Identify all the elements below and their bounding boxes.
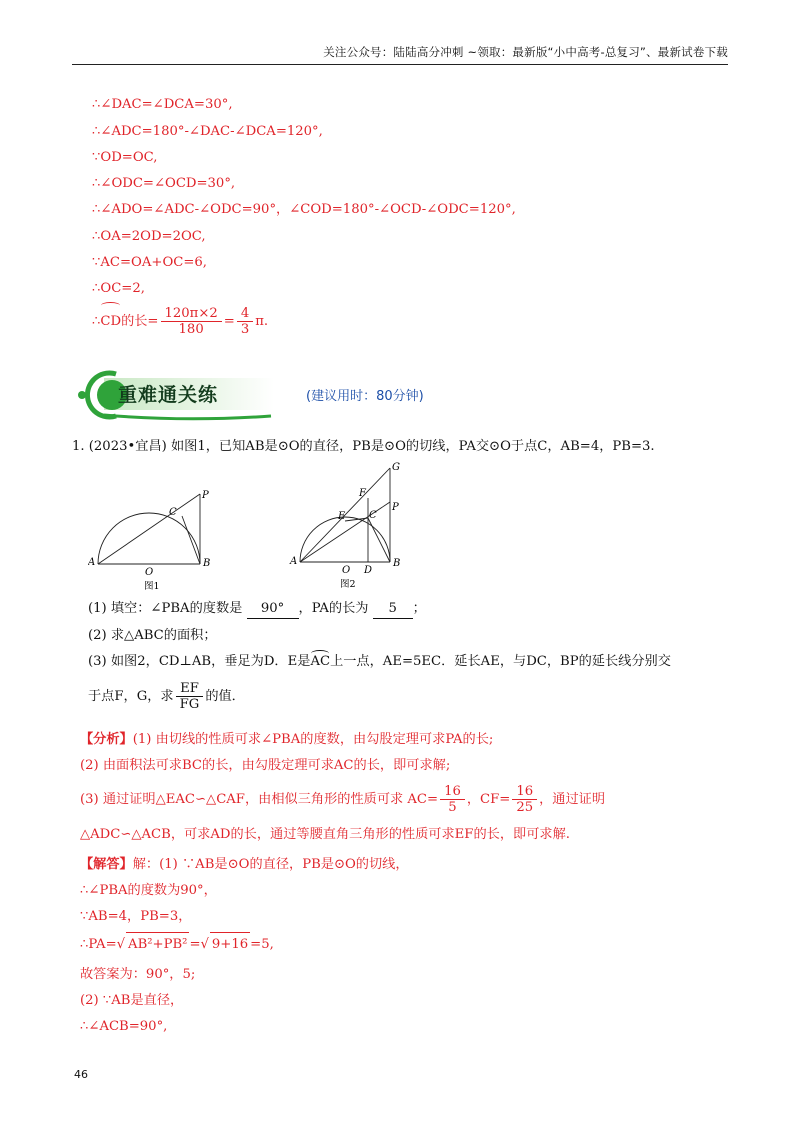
point-label: C xyxy=(369,510,377,521)
point-label: P xyxy=(392,502,399,513)
solution-line: ∵AC=OA+OC=6, xyxy=(92,255,207,270)
answer-blank: 5 xyxy=(373,600,413,619)
point-label: A xyxy=(290,556,298,567)
question-1: (1) 填空：∠PBA的度数是 90° ，PA的长为 5 ； xyxy=(88,600,426,619)
answer-blank: 90° xyxy=(247,600,299,619)
fraction: $\frac{120\pi\times 2}{180}$ xyxy=(161,306,222,337)
banner-hint: (建议用时：80分钟) xyxy=(306,389,424,404)
question-3-cont: 于点F，G，求 $\frac{EF}{FG}$ 的值． xyxy=(88,681,245,712)
figure-caption: 图1 xyxy=(144,581,160,592)
analysis-line: 【分析】(1) 由切线的性质可求∠PBA的度数，由勾股定理可求PA的长; xyxy=(80,732,494,747)
figure-caption: 图2 xyxy=(340,579,356,590)
solution-line: ∵OD=OC, xyxy=(92,150,158,165)
solution-line: 故答案为：90°，5; xyxy=(80,967,196,982)
header-text: 关注公众号：陆陆高分冲刺 ~领取：最新版“小中高考-总复习”、最新试卷下载 xyxy=(323,45,728,59)
banner-title: 重难通关练 xyxy=(118,384,219,406)
fraction: $\frac{4}{3}$ xyxy=(237,306,253,337)
section-banner xyxy=(76,368,424,422)
solution-line: ∴∠ACB=90°, xyxy=(80,1019,168,1034)
point-label: E xyxy=(338,511,346,522)
solution-tag: 【解答】 xyxy=(80,857,133,872)
page-header xyxy=(72,44,728,65)
problem-stem: 1. (2023•宜昌) 如图1，已知AB是⊙O的直径，PB是⊙O的切线，PA交⊙O于点C，AB=4，PB=3. xyxy=(72,439,655,454)
question-3: (3) 如图2，CD⊥AB，垂足为D．E是AC上一点，AE=5EC．延长AE，与DC，BP的延长线分别交 xyxy=(88,654,671,669)
analysis-line: (2) 由面积法可求BC的长，由勾股定理可求AC的长，即可求解; xyxy=(80,758,451,773)
point-label: G xyxy=(392,462,400,473)
point-label: F xyxy=(359,488,366,499)
arc-length-formula: ∴CD的长= $\frac{120\pi\times 2}{180}$ = $\frac{4}{3}$ π. xyxy=(92,306,269,337)
solution-line: ∴OA=2OD=2OC, xyxy=(92,229,206,244)
sqrt: 9+16 xyxy=(210,932,250,957)
point-label: P xyxy=(202,490,209,501)
point-label: O xyxy=(342,565,351,576)
analysis-line: (3) 通过证明△EAC∽△CAF，由相似三角形的性质可求 AC= $\frac{16}{5}$ ，CF= $\frac{16}{25}$ ，通过证明 xyxy=(80,784,606,815)
fraction: $\frac{EF}{FG}$ xyxy=(176,681,204,712)
solution-line: ∴∠ADO=∠ADC-∠ODC=90°，∠COD=180°-∠OCD-∠ODC=120°, xyxy=(92,202,516,217)
point-label: D xyxy=(364,565,373,576)
solution-line: ∴∠DAC=∠DCA=30°, xyxy=(92,97,233,112)
fraction: $\frac{16}{25}$ xyxy=(512,784,537,815)
analysis-line: △ADC∽△ACB，可求AD的长，通过等腰直角三角形的性质可求EF的长，即可求解. xyxy=(80,827,570,842)
point-label: B xyxy=(203,558,211,569)
point-label: A xyxy=(88,557,96,568)
fraction: $\frac{16}{5}$ xyxy=(440,784,465,815)
point-label: O xyxy=(145,567,154,578)
solution-line: ∴PA=√ AB²+PB² =√ 9+16 =5, xyxy=(80,932,274,957)
question-2: (2) 求△ABC的面积； xyxy=(88,628,217,643)
sqrt: AB²+PB² xyxy=(126,932,189,957)
analysis-tag: 【分析】 xyxy=(80,732,133,747)
point-label: B xyxy=(393,558,401,569)
solution-line: (2) ∵AB是直径， xyxy=(80,993,184,1008)
figures xyxy=(88,458,418,593)
arc-ac: AC xyxy=(310,654,331,669)
solution-line: ∴∠ADC=180°-∠DAC-∠DCA=120°, xyxy=(92,124,323,139)
point-label: C xyxy=(169,507,177,518)
solution-line: ∵AB=4，PB=3， xyxy=(80,909,192,924)
solution-line: ∴∠ODC=∠OCD=30°, xyxy=(92,176,236,191)
arc-cd: CD xyxy=(100,305,121,339)
solution-line: 【解答】解：(1) ∵AB是⊙O的直径，PB是⊙O的切线， xyxy=(80,857,409,872)
solution-line: ∴OC=2, xyxy=(92,281,145,296)
page-number: 46 xyxy=(74,1068,88,1081)
solution-line: ∴∠PBA的度数为90°， xyxy=(80,883,217,898)
figure-1 xyxy=(88,490,210,592)
figure-2 xyxy=(289,462,400,590)
